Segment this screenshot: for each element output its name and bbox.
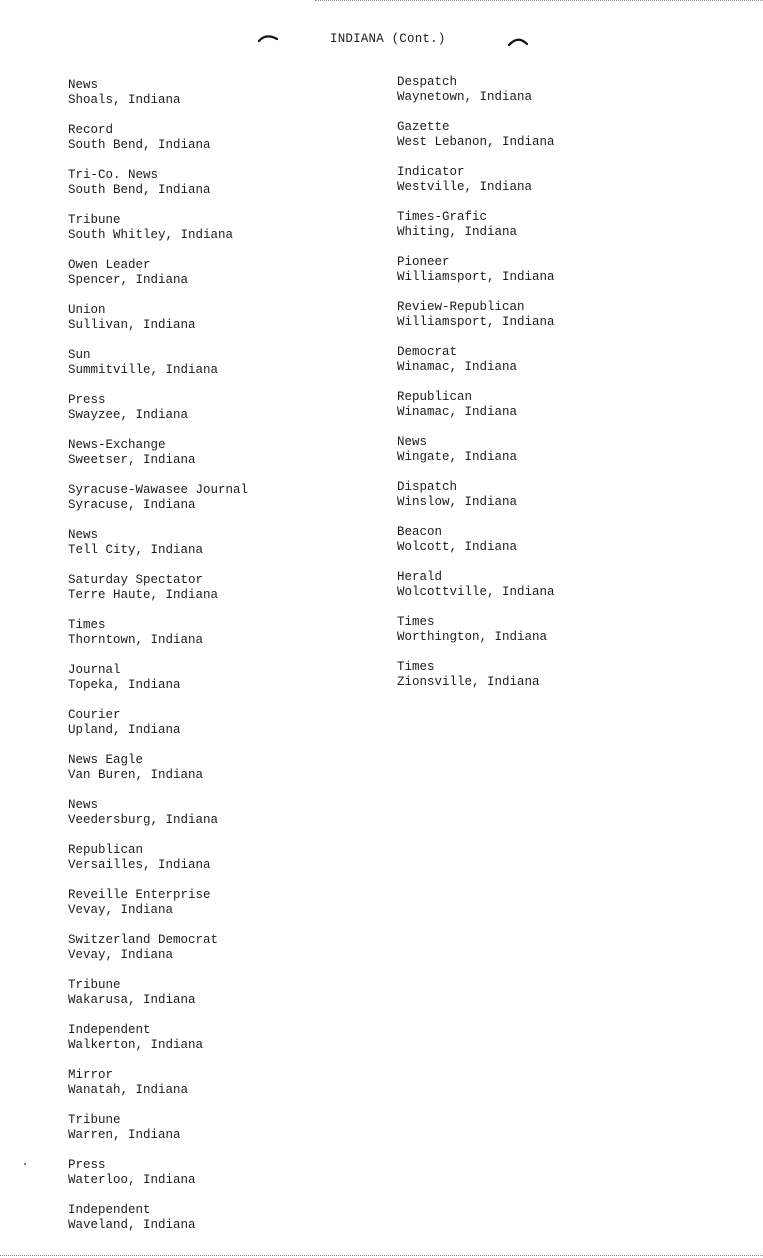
newspaper-name: Press	[68, 1158, 106, 1172]
newspaper-name: Despatch	[397, 75, 458, 89]
newspaper-name: Record	[68, 123, 114, 137]
newspaper-location: Wolcottville, Indiana	[397, 585, 555, 599]
newspaper-entry	[68, 978, 248, 1023]
newspaper-entry	[68, 663, 248, 708]
newspaper-name: Democrat	[397, 345, 458, 359]
newspaper-entry	[68, 1158, 248, 1203]
newspaper-location: Winamac, Indiana	[397, 360, 518, 374]
newspaper-entry	[68, 753, 248, 798]
newspaper-name: News-Exchange	[68, 438, 166, 452]
newspaper-name: Pioneer	[397, 255, 450, 269]
newspaper-name: Tri-Co. News	[68, 168, 159, 182]
newspaper-entry	[397, 210, 555, 255]
newspaper-location: Worthington, Indiana	[397, 630, 548, 644]
newspaper-location: Tell City, Indiana	[68, 543, 204, 557]
newspaper-name: News Eagle	[68, 753, 144, 767]
newspaper-entry	[68, 843, 248, 888]
newspaper-entry	[397, 345, 555, 390]
newspaper-name: Reveille Enterprise	[68, 888, 211, 902]
page-title: INDIANA (Cont.)	[330, 32, 446, 46]
newspaper-name: Gazette	[397, 120, 450, 134]
newspaper-location: Walkerton, Indiana	[68, 1038, 204, 1052]
newspaper-name: News	[68, 78, 99, 92]
newspaper-location: Whiting, Indiana	[397, 225, 518, 239]
newspaper-location: Wolcott, Indiana	[397, 540, 518, 554]
right-column-list	[397, 75, 555, 705]
newspaper-entry	[397, 165, 555, 210]
newspaper-name: Review-Republican	[397, 300, 525, 314]
newspaper-location: Summitville, Indiana	[68, 363, 219, 377]
newspaper-entry	[397, 660, 555, 705]
newspaper-entry	[68, 348, 248, 393]
newspaper-location: Syracuse, Indiana	[68, 498, 196, 512]
newspaper-entry	[397, 615, 555, 660]
newspaper-location: Wanatah, Indiana	[68, 1083, 189, 1097]
newspaper-name: Tribune	[68, 978, 121, 992]
newspaper-location: Vevay, Indiana	[68, 903, 174, 917]
newspaper-name: Republican	[68, 843, 144, 857]
newspaper-location: Wakarusa, Indiana	[68, 993, 196, 1007]
newspaper-name: News	[68, 798, 99, 812]
newspaper-entry	[68, 708, 248, 753]
newspaper-location: West Lebanon, Indiana	[397, 135, 555, 149]
newspaper-entry	[68, 1023, 248, 1068]
registration-mark-right	[508, 36, 528, 46]
newspaper-location: Vevay, Indiana	[68, 948, 174, 962]
newspaper-name: News	[397, 435, 428, 449]
newspaper-name: Republican	[397, 390, 473, 404]
newspaper-name: Indicator	[397, 165, 465, 179]
newspaper-name: Tribune	[68, 213, 121, 227]
newspaper-location: Sullivan, Indiana	[68, 318, 196, 332]
newspaper-entry	[397, 75, 555, 120]
newspaper-name: News	[68, 528, 99, 542]
newspaper-name: Press	[68, 393, 106, 407]
newspaper-entry	[68, 618, 248, 663]
newspaper-location: Zionsville, Indiana	[397, 675, 540, 689]
newspaper-entry	[397, 120, 555, 165]
newspaper-name: Times	[397, 660, 435, 674]
bottom-edge-rule	[0, 1255, 763, 1256]
newspaper-name: Owen Leader	[68, 258, 151, 272]
newspaper-entry	[68, 438, 248, 483]
newspaper-location: Williamsport, Indiana	[397, 315, 555, 329]
newspaper-location: Winslow, Indiana	[397, 495, 518, 509]
newspaper-entry	[68, 213, 248, 258]
newspaper-name: Beacon	[397, 525, 443, 539]
newspaper-entry	[68, 888, 248, 933]
newspaper-entry	[397, 480, 555, 525]
newspaper-entry	[68, 123, 248, 168]
newspaper-entry	[68, 258, 248, 303]
newspaper-location: Thorntown, Indiana	[68, 633, 204, 647]
newspaper-name: Union	[68, 303, 106, 317]
newspaper-entry	[68, 78, 248, 123]
newspaper-location: Van Buren, Indiana	[68, 768, 204, 782]
newspaper-entry	[68, 798, 248, 843]
top-edge-rule	[315, 0, 763, 1]
newspaper-location: Veedersburg, Indiana	[68, 813, 219, 827]
newspaper-location: Topeka, Indiana	[68, 678, 181, 692]
newspaper-location: Wingate, Indiana	[397, 450, 518, 464]
newspaper-location: Williamsport, Indiana	[397, 270, 555, 284]
newspaper-name: Times	[397, 615, 435, 629]
newspaper-location: South Whitley, Indiana	[68, 228, 234, 242]
left-column-list	[68, 78, 248, 1248]
newspaper-location: Waveland, Indiana	[68, 1218, 196, 1232]
newspaper-entry	[68, 1068, 248, 1113]
newspaper-name: Sun	[68, 348, 91, 362]
newspaper-name: Independent	[68, 1203, 151, 1217]
newspaper-location: Sweetser, Indiana	[68, 453, 196, 467]
newspaper-entry	[68, 393, 248, 438]
newspaper-location: Terre Haute, Indiana	[68, 588, 219, 602]
newspaper-entry	[68, 1203, 248, 1248]
newspaper-name: Times-Grafic	[397, 210, 488, 224]
newspaper-name: Dispatch	[397, 480, 458, 494]
newspaper-location: South Bend, Indiana	[68, 138, 211, 152]
newspaper-name: Tribune	[68, 1113, 121, 1127]
newspaper-name: Herald	[397, 570, 443, 584]
newspaper-entry	[68, 303, 248, 348]
newspaper-location: Warren, Indiana	[68, 1128, 181, 1142]
scan-speck	[24, 1163, 26, 1165]
newspaper-name: Mirror	[68, 1068, 114, 1082]
newspaper-location: Versailles, Indiana	[68, 858, 211, 872]
newspaper-entry	[397, 300, 555, 345]
newspaper-name: Syracuse-Wawasee Journal	[68, 483, 249, 497]
newspaper-entry	[397, 390, 555, 435]
newspaper-entry	[397, 570, 555, 615]
newspaper-location: Shoals, Indiana	[68, 93, 181, 107]
newspaper-entry	[68, 168, 248, 213]
newspaper-name: Saturday Spectator	[68, 573, 204, 587]
newspaper-entry	[397, 525, 555, 570]
newspaper-name: Switzerland Democrat	[68, 933, 219, 947]
newspaper-location: South Bend, Indiana	[68, 183, 211, 197]
newspaper-location: Waynetown, Indiana	[397, 90, 533, 104]
newspaper-location: Winamac, Indiana	[397, 405, 518, 419]
newspaper-entry	[68, 573, 248, 618]
newspaper-location: Westville, Indiana	[397, 180, 533, 194]
newspaper-name: Journal	[68, 663, 121, 677]
newspaper-entry	[68, 483, 248, 528]
newspaper-entry	[68, 528, 248, 573]
registration-mark-left	[258, 33, 278, 43]
newspaper-location: Swayzee, Indiana	[68, 408, 189, 422]
newspaper-name: Courier	[68, 708, 121, 722]
newspaper-name: Independent	[68, 1023, 151, 1037]
newspaper-location: Upland, Indiana	[68, 723, 181, 737]
newspaper-entry	[397, 255, 555, 300]
newspaper-location: Spencer, Indiana	[68, 273, 189, 287]
newspaper-entry	[68, 1113, 248, 1158]
newspaper-location: Waterloo, Indiana	[68, 1173, 196, 1187]
newspaper-entry	[397, 435, 555, 480]
newspaper-entry	[68, 933, 248, 978]
newspaper-name: Times	[68, 618, 106, 632]
